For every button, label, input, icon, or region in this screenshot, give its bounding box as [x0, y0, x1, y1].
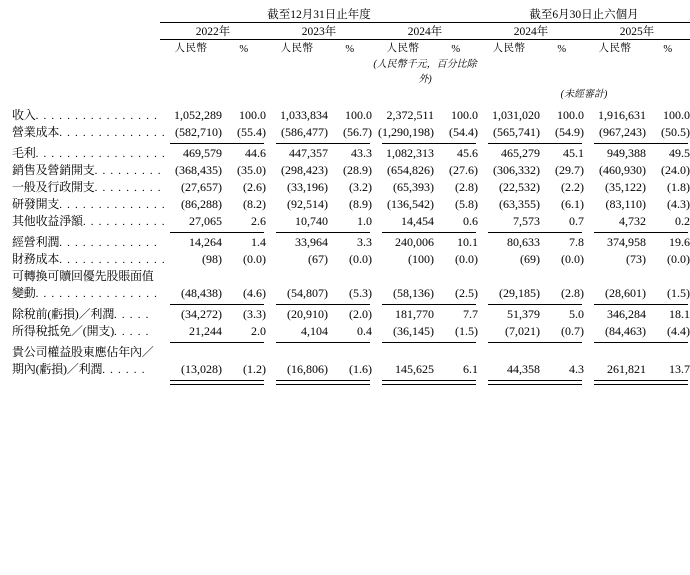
unaudited-note-row: [12, 85, 690, 100]
value-percent: [222, 343, 266, 360]
value-percent: (5.8): [455, 197, 478, 211]
row-label: [12, 195, 166, 212]
value-percent: 18.1: [669, 307, 690, 321]
value-amount: [266, 343, 328, 360]
unit-pct-2022: %: [239, 44, 249, 55]
value-percent: [434, 267, 478, 284]
value-amount: (92,514): [287, 197, 328, 211]
value-amount: (33,196): [287, 180, 328, 194]
value-amount: (100): [408, 252, 434, 266]
double-rule-segment: [478, 377, 584, 385]
unaudited-note: (未經審計): [560, 89, 608, 100]
value-percent: (35.0): [237, 163, 266, 177]
interim-year-2024: 2024年: [478, 23, 584, 40]
value-percent: 13.7: [669, 362, 690, 376]
year-2024: 2024年: [372, 23, 478, 40]
value-amount: (84,463): [605, 324, 646, 338]
note-blank-4: [584, 55, 690, 85]
row-label: [12, 250, 166, 267]
row-label: [12, 360, 160, 377]
value-amount: 4,732: [619, 214, 646, 228]
value-percent: (0.0): [243, 252, 266, 266]
empty-corner-2: [12, 23, 160, 40]
double-rule-segment: [372, 377, 478, 385]
value-percent: [328, 267, 372, 284]
note-blank-3: [478, 55, 584, 85]
value-amount: (67): [308, 252, 328, 266]
value-amount: (20,910): [287, 307, 328, 321]
note-blank-5: [160, 85, 266, 100]
value-percent: 100.0: [345, 108, 372, 122]
value-percent: 3.3: [357, 235, 372, 249]
unit-rmb-h2024: 人民幣: [492, 43, 526, 54]
leader-dots: . . . . . . . . . . . . . .: [59, 199, 166, 211]
value-amount: (69): [520, 252, 540, 266]
table-row: [12, 161, 690, 178]
table-row: [12, 144, 690, 161]
value-amount: (460,930): [599, 163, 646, 177]
financial-statement-page: [0, 6, 690, 575]
value-amount: [478, 267, 540, 284]
table-row: [12, 123, 690, 140]
row-label-text: 經營利潤: [12, 235, 60, 249]
value-percent: (1.8): [667, 180, 690, 194]
value-amount: 33,964: [295, 235, 328, 249]
note-blank-1: [160, 55, 266, 85]
group-header-annual: 截至12月31日止年度: [160, 6, 478, 23]
value-amount: [266, 267, 328, 284]
value-amount: (35,122): [605, 180, 646, 194]
table-row: [12, 195, 690, 212]
value-percent: (8.9): [349, 197, 372, 211]
group-header-row: [12, 6, 690, 23]
empty-corner-3: [12, 40, 160, 56]
value-amount: (565,741): [493, 125, 540, 139]
value-percent: (0.0): [667, 252, 690, 266]
value-amount: 27,065: [189, 214, 222, 228]
value-amount: 261,821: [607, 362, 646, 376]
row-label-text: 銷售及營銷開支: [12, 163, 95, 177]
table-row: [12, 284, 690, 301]
leader-dots: . . . . . . . . .: [94, 165, 162, 177]
value-amount: (28,601): [605, 286, 646, 300]
value-percent: [646, 267, 690, 284]
value-percent: (1.6): [349, 362, 372, 376]
row-label-text: 毛利: [12, 146, 36, 160]
value-amount: (306,332): [493, 163, 540, 177]
year-header-row: [12, 23, 690, 40]
row-label-text: 期內(虧損)／利潤: [12, 362, 103, 376]
unit-header-row: [12, 40, 690, 56]
value-amount: 14,264: [189, 235, 222, 249]
unit-rmb-2022: 人民幣: [174, 43, 208, 54]
unit-note-row: [12, 55, 690, 85]
value-amount: 10,740: [295, 214, 328, 228]
income-statement-table: [12, 6, 690, 385]
value-percent: (1.2): [243, 362, 266, 376]
row-label-text: 變動: [12, 286, 36, 300]
value-amount: (27,657): [181, 180, 222, 194]
empty-corner: [12, 6, 160, 23]
value-percent: (2.5): [455, 286, 478, 300]
value-amount: 374,958: [607, 235, 646, 249]
value-amount: (48,438): [181, 286, 222, 300]
table-row: [12, 360, 690, 377]
value-amount: 1,082,313: [386, 146, 434, 160]
value-percent: 100.0: [239, 108, 266, 122]
currency-unit-note: (人民幣千元，百分比除外): [373, 59, 477, 85]
value-amount: (58,136): [393, 286, 434, 300]
value-amount: (1,290,198): [378, 125, 434, 139]
value-percent: (3.2): [349, 180, 372, 194]
row-label: [12, 123, 166, 140]
value-amount: 80,633: [507, 235, 540, 249]
value-percent: 100.0: [557, 108, 584, 122]
value-amount: (582,710): [175, 125, 222, 139]
value-percent: 4.3: [569, 362, 584, 376]
value-amount: 346,284: [607, 307, 646, 321]
row-label: [12, 305, 160, 322]
value-amount: (368,435): [175, 163, 222, 177]
value-percent: 1.0: [357, 214, 372, 228]
value-percent: 0.4: [357, 324, 372, 338]
value-percent: 45.6: [457, 146, 478, 160]
value-percent: [328, 343, 372, 360]
table-row: [12, 250, 690, 267]
row-label-text: 可轉換可贖回優先股賬面值: [12, 269, 154, 283]
table-row: [12, 106, 690, 123]
value-amount: 51,379: [507, 307, 540, 321]
value-amount: (83,110): [605, 197, 646, 211]
value-amount: 469,579: [183, 146, 222, 160]
leader-dots: . . . . . .: [102, 364, 146, 376]
leader-dots: . . . . .: [114, 309, 150, 321]
table-row: [12, 178, 690, 195]
value-amount: [160, 267, 222, 284]
value-amount: (65,393): [393, 180, 434, 194]
value-amount: (654,826): [387, 163, 434, 177]
value-amount: (13,028): [181, 362, 222, 376]
value-percent: (2.2): [561, 180, 584, 194]
row-label: [12, 343, 160, 360]
double-rule-segment: [160, 377, 266, 385]
row-label-text: 貴公司權益股東應佔年內／: [12, 345, 154, 359]
interim-year-2025: 2025年: [584, 23, 690, 40]
value-amount: 145,625: [395, 362, 434, 376]
value-percent: (56.7): [343, 125, 372, 139]
value-percent: 100.0: [663, 108, 690, 122]
row-label-text: 財務成本: [12, 252, 60, 266]
leader-dots: . . . . .: [114, 326, 150, 338]
value-percent: 7.7: [463, 307, 478, 321]
row-label: [12, 233, 160, 250]
value-percent: [540, 267, 584, 284]
value-percent: [434, 343, 478, 360]
value-percent: (3.3): [243, 307, 266, 321]
row-label: [12, 178, 160, 195]
note-blank-6: [266, 85, 372, 100]
value-percent: (0.0): [455, 252, 478, 266]
row-label-text: 除稅前(虧損)／利潤: [12, 307, 114, 321]
note-blank-2: [266, 55, 372, 85]
value-percent: 43.3: [351, 146, 372, 160]
row-label: [12, 267, 160, 284]
value-amount: 2,372,511: [386, 108, 434, 122]
value-amount: [372, 267, 434, 284]
value-amount: [372, 343, 434, 360]
note-spacer: [12, 55, 160, 85]
value-percent: (0.7): [561, 324, 584, 338]
value-percent: 44.6: [245, 146, 266, 160]
value-percent: (29.7): [555, 163, 584, 177]
value-amount: (98): [202, 252, 222, 266]
value-amount: 7,573: [513, 214, 540, 228]
value-percent: (2.8): [455, 180, 478, 194]
value-percent: (54.9): [555, 125, 584, 139]
value-amount: (34,272): [181, 307, 222, 321]
year-2022: 2022年: [160, 23, 266, 40]
row-label: [12, 212, 166, 229]
table-row: [12, 267, 690, 284]
value-percent: (2.6): [243, 180, 266, 194]
value-amount: 465,279: [501, 146, 540, 160]
leader-dots: . . . . . . . . . . . . . . . . .: [35, 148, 166, 160]
value-percent: 0.7: [569, 214, 584, 228]
value-amount: 240,006: [395, 235, 434, 249]
value-amount: 1,031,020: [492, 108, 540, 122]
table-row: [12, 212, 690, 229]
value-amount: 949,388: [607, 146, 646, 160]
value-amount: 1,052,289: [174, 108, 222, 122]
row-label-text: 研發開支: [12, 197, 60, 211]
leader-dots: . . . . . . . . . . . . .: [59, 237, 158, 249]
rule-label-pad: [12, 377, 160, 385]
value-amount: (86,288): [181, 197, 222, 211]
unit-pct-h2025: %: [663, 44, 673, 55]
value-amount: (54,807): [287, 286, 328, 300]
value-percent: (54.4): [449, 125, 478, 139]
value-amount: [584, 267, 646, 284]
value-percent: (4.4): [667, 324, 690, 338]
value-amount: (36,145): [393, 324, 434, 338]
row-label: [12, 284, 160, 301]
unit-pct-h2024: %: [557, 44, 567, 55]
unit-pct-2024: %: [451, 44, 461, 55]
table-row: [12, 322, 690, 339]
value-percent: 1.4: [251, 235, 266, 249]
value-percent: (1.5): [667, 286, 690, 300]
value-percent: [540, 343, 584, 360]
value-percent: 49.5: [669, 146, 690, 160]
note-blank-7: [372, 85, 478, 100]
value-amount: 447,357: [289, 146, 328, 160]
value-percent: (5.3): [349, 286, 372, 300]
value-amount: 14,454: [401, 214, 434, 228]
unit-rmb-2024: 人民幣: [386, 43, 420, 54]
value-amount: (967,243): [599, 125, 646, 139]
value-percent: (8.2): [243, 197, 266, 211]
row-label-text: 一般及行政開支: [12, 180, 95, 194]
year-2023: 2023年: [266, 23, 372, 40]
value-amount: (16,806): [287, 362, 328, 376]
value-percent: [222, 267, 266, 284]
unit-rmb-2023: 人民幣: [280, 43, 314, 54]
row-label: [12, 144, 166, 161]
value-percent: 2.6: [251, 214, 266, 228]
value-amount: [160, 343, 222, 360]
value-amount: (73): [626, 252, 646, 266]
value-percent: (1.5): [455, 324, 478, 338]
value-percent: 7.8: [569, 235, 584, 249]
double-rule-segment: [266, 377, 372, 385]
value-amount: (136,542): [387, 197, 434, 211]
row-label-text: 收入: [12, 108, 36, 122]
table-row: [12, 233, 690, 250]
table-row: [12, 343, 690, 360]
row-label-text: 所得稅抵免／(開支): [12, 324, 114, 338]
leader-dots: . . . . . . . . . . . . . . . .: [35, 288, 159, 300]
value-amount: 4,104: [301, 324, 328, 338]
value-percent: (27.6): [449, 163, 478, 177]
unit-pct-2023: %: [345, 44, 355, 55]
value-amount: 21,244: [189, 324, 222, 338]
value-amount: 44,358: [507, 362, 540, 376]
value-percent: (28.9): [343, 163, 372, 177]
row-label-text: 其他收益淨額: [12, 214, 83, 228]
value-percent: (24.0): [661, 163, 690, 177]
value-amount: [478, 343, 540, 360]
leader-dots: . . . . . . . . . . .: [82, 216, 166, 228]
leader-dots: . . . . . . . . .: [94, 182, 162, 194]
value-percent: 0.6: [463, 214, 478, 228]
value-amount: (7,021): [505, 324, 540, 338]
value-amount: 181,770: [395, 307, 434, 321]
value-percent: 10.1: [457, 235, 478, 249]
value-amount: (22,532): [499, 180, 540, 194]
leader-dots: . . . . . . . . . . . . . .: [59, 254, 166, 266]
value-percent: [646, 343, 690, 360]
value-percent: (2.8): [561, 286, 584, 300]
value-percent: 6.1: [463, 362, 478, 376]
value-amount: 1,916,631: [598, 108, 646, 122]
value-percent: 5.0: [569, 307, 584, 321]
value-percent: 45.1: [563, 146, 584, 160]
row-label: [12, 161, 160, 178]
value-percent: (2.0): [349, 307, 372, 321]
value-amount: 1,033,834: [280, 108, 328, 122]
value-percent: (4.3): [667, 197, 690, 211]
value-percent: 2.0: [251, 324, 266, 338]
leader-dots: . . . . . . . . . . . . . .: [59, 127, 166, 139]
value-amount: (298,423): [281, 163, 328, 177]
value-percent: 19.6: [669, 235, 690, 249]
table-row: [12, 305, 690, 322]
unit-rmb-h2025: 人民幣: [598, 43, 632, 54]
group-header-interim: 截至6月30日止六個月: [478, 6, 690, 23]
row-label-text: 營業成本: [12, 125, 60, 139]
total-double-rule: [12, 377, 690, 385]
value-percent: (0.0): [561, 252, 584, 266]
value-percent: (4.6): [243, 286, 266, 300]
value-amount: (63,355): [499, 197, 540, 211]
value-percent: (50.5): [661, 125, 690, 139]
value-percent: 100.0: [451, 108, 478, 122]
value-percent: (0.0): [349, 252, 372, 266]
double-rule-segment: [584, 377, 690, 385]
row-label: [12, 322, 160, 339]
value-amount: (586,477): [281, 125, 328, 139]
value-amount: (29,185): [499, 286, 540, 300]
value-amount: [584, 343, 646, 360]
statement-rows: [12, 106, 690, 385]
value-percent: 0.2: [675, 214, 690, 228]
leader-dots: . . . . . . . . . . . . . . . .: [35, 110, 159, 122]
value-percent: (55.4): [237, 125, 266, 139]
value-percent: (6.1): [561, 197, 584, 211]
row-label: [12, 106, 160, 123]
note-spacer-2: [12, 85, 160, 100]
